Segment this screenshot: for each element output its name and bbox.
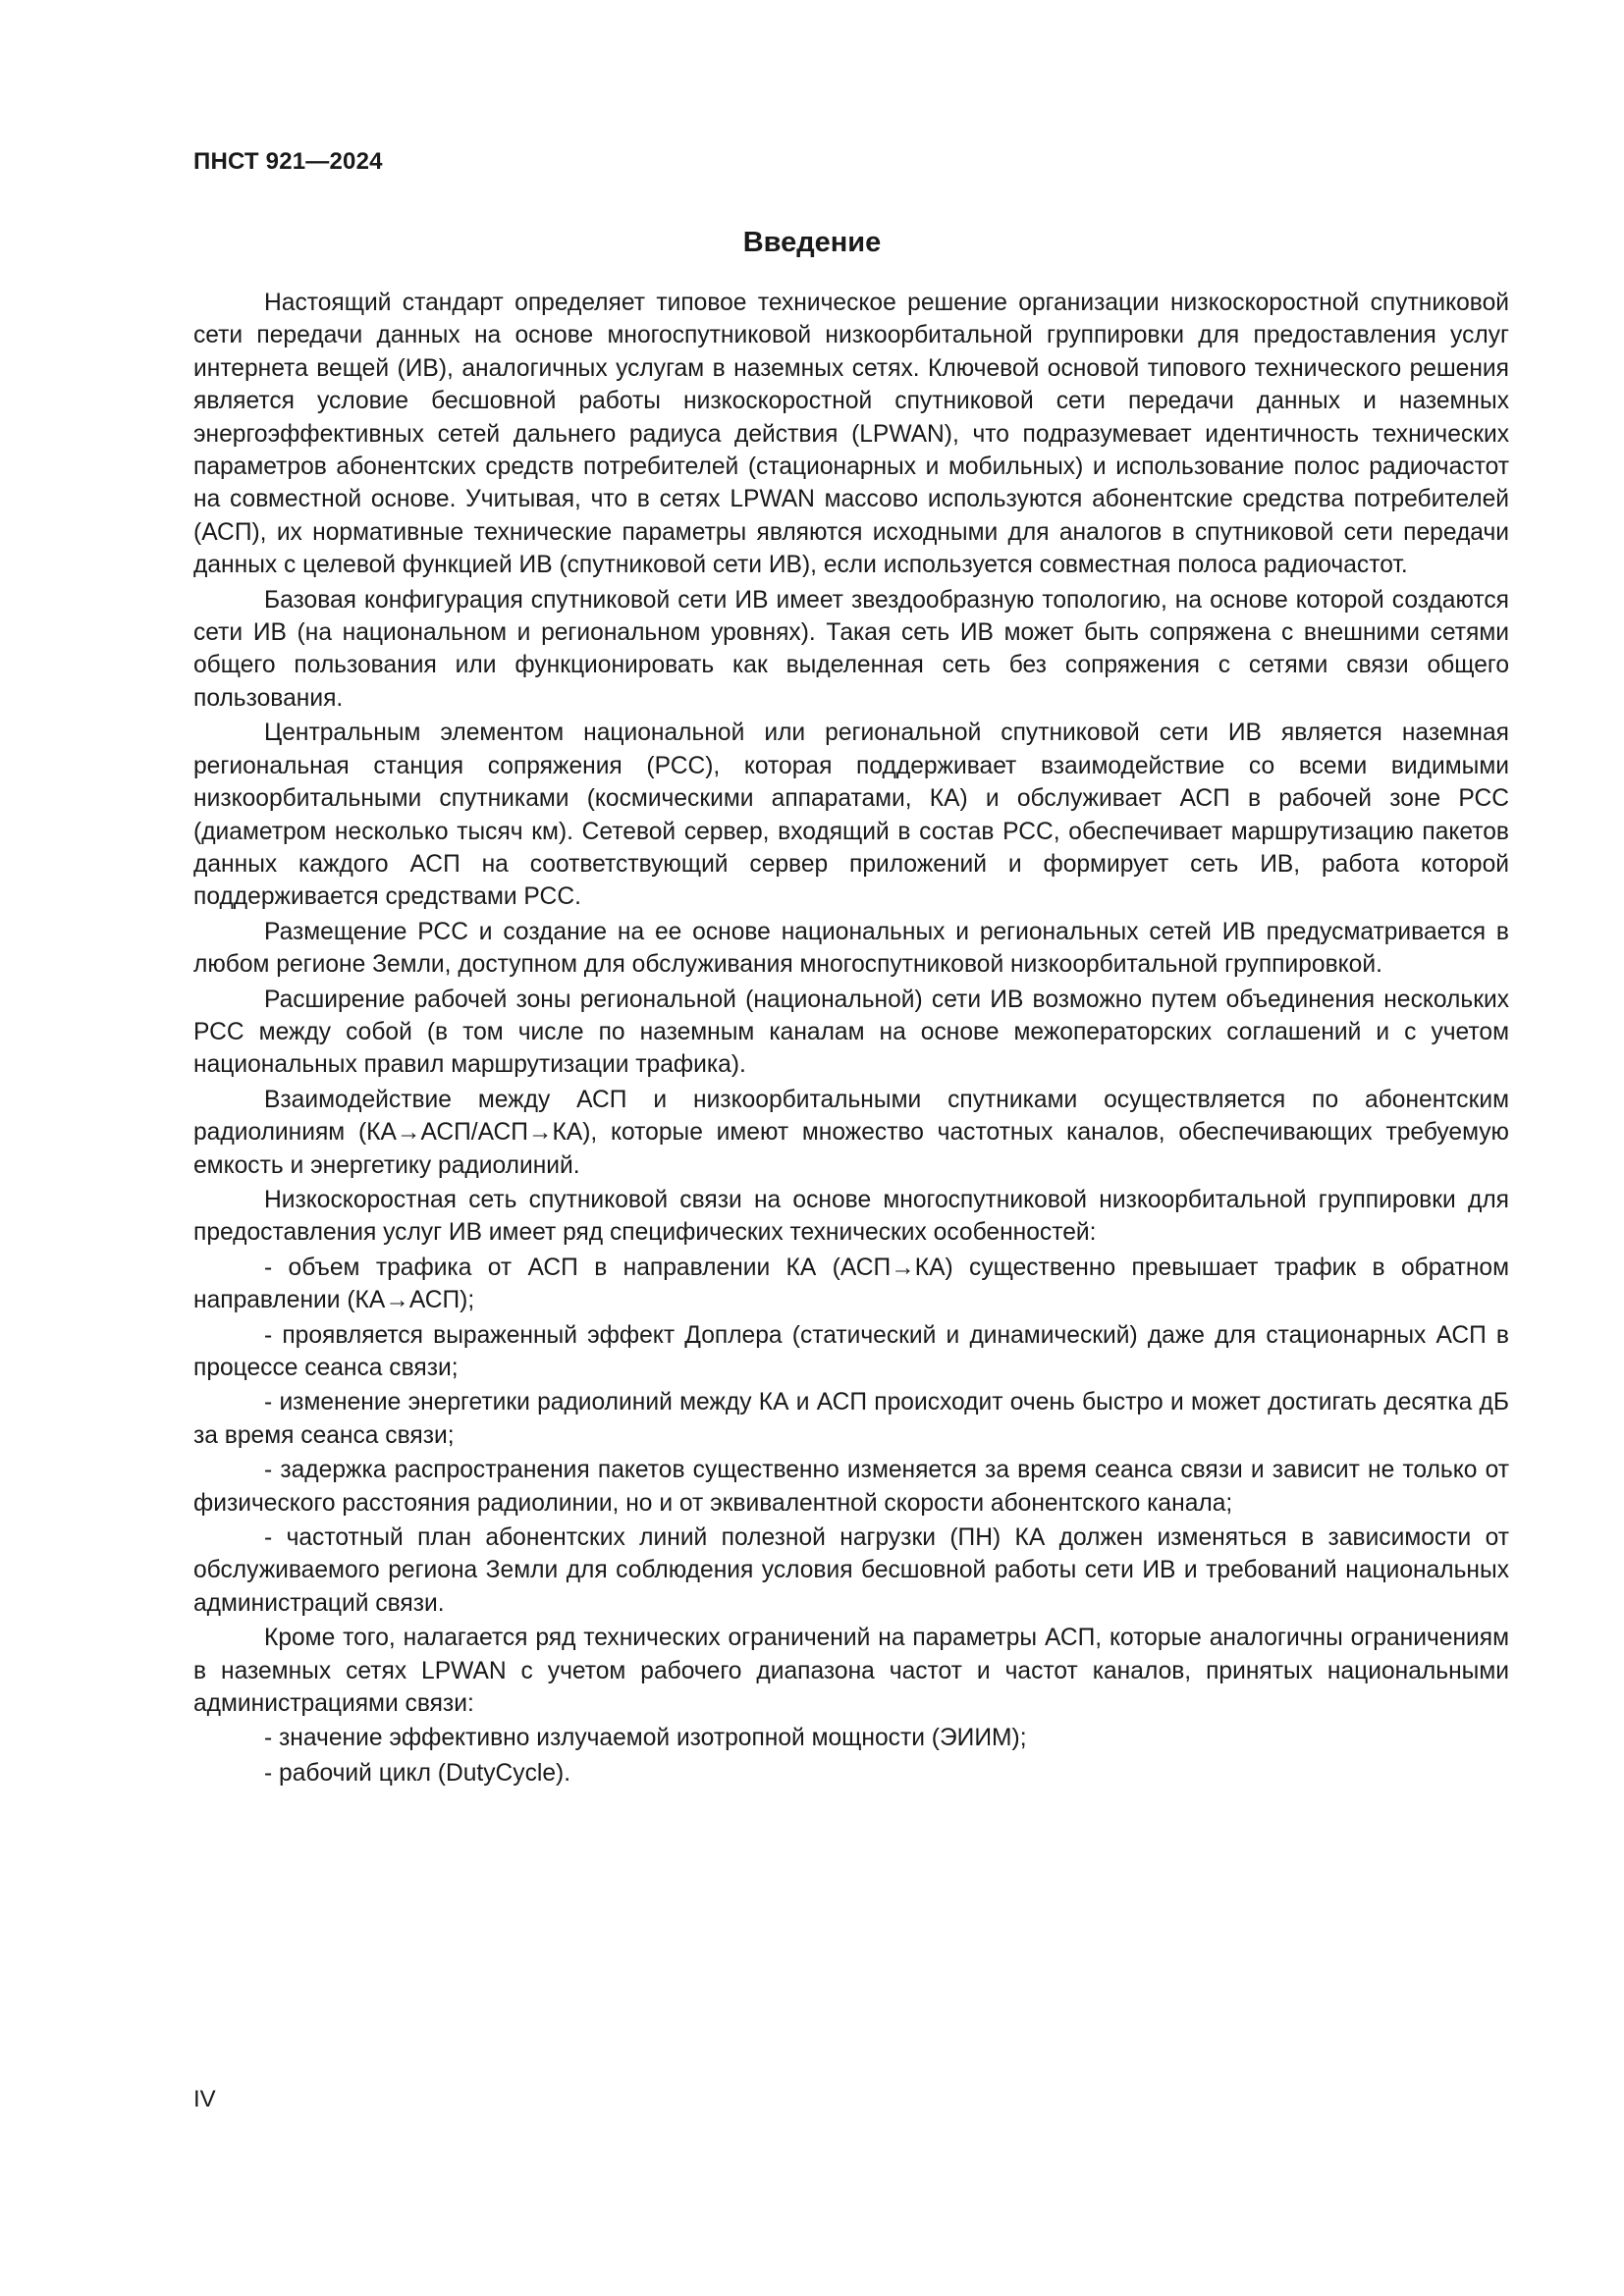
- list-item: - значение эффективно излучаемой изотропной мощности (ЭИИМ);: [264, 1725, 1027, 1752]
- list-item: - рабочий цикл (DutyCycle).: [264, 1759, 571, 1787]
- paragraph-expansion: Расширение рабочей зоны региональной (национальной) сети ИВ возможно путем объединения нескольких РСС между собой (в том числе по наземным каналам на основе межоператорских соглашений и с учетом национальных правил маршрутизации трафика).: [193, 986, 1509, 1079]
- page-number: IV: [193, 2086, 216, 2112]
- paragraph-placement: Размещение РСС и создание на ее основе национальных и региональных сетей ИВ предусматривается в любом регионе Земли, доступном для обслуживания многоспутниковой низкоорбитальной группировкой.: [193, 918, 1509, 979]
- paragraph-interaction: Взаимодействие между АСП и низкоорбитальными спутниками осуществляется по абонентским радиолиниям (КА→АСП/АСП→КА), которые имеют множество частотных каналов, обеспечивающих требуемую емкость и энергетику радиолиний.: [193, 1086, 1509, 1179]
- paragraph-central-element: Центральным элементом национальной или региональной спутниковой сети ИВ является наземная региональная станция сопряжения (РСС), которая поддерживает взаимодействие со всеми видимыми низкоорбитальными спутниками (космическими аппаратами, КА) и обслуживает АСП в рабочей зоне РСС (диаметром несколько тысяч км). Сетевой сервер, входящий в состав РСС, обеспечивает маршрутизацию пакетов данных каждого АСП на соответствующий сервер приложений и формирует сеть ИВ, работа которой поддерживается средствами РСС.: [193, 720, 1509, 911]
- document-body: [193, 287, 1509, 1791]
- paragraph-intro: Настоящий стандарт определяет типовое техническое решение организации низкоскоростной спутниковой сети передачи данных на основе многоспутниковой низкоорбитальной группировки для предоставления услуг интернета вещей (ИВ), аналогичных услугам в наземных сетях. Ключевой основой типового технического решения является условие бесшовной работы низкоскоростной спутниковой сети передачи данных и наземных энергоэффективных сетей дальнего радиуса действия (LPWAN), что подразумевает идентичность технических параметров абонентских средств потребителей (стационарных и мобильных) и использование полос радиочастот на совместной основе. Учитывая, что в сетях LPWAN массово используются абонентские средства потребителей (АСП), их нормативные технические параметры являются исходными для аналогов в спутниковой сети передачи данных с целевой функцией ИВ (спутниковой сети ИВ), если используется совместная полоса радиочастот.: [193, 290, 1509, 579]
- list-item: - проявляется выраженный эффект Доплера (статический и динамический) даже для стационарных АСП в процессе сеанса связи;: [193, 1321, 1509, 1381]
- list-item: - частотный план абонентских линий полезной нагрузки (ПН) КА должен изменяться в зависимости от обслуживаемого региона Земли для соблюдения условия бесшовной работы сети ИВ и требований национальных администраций связи.: [193, 1524, 1509, 1617]
- list-item: - изменение энергетики радиолиний между КА и АСП происходит очень быстро и может достигать десятка дБ за время сеанса связи;: [193, 1389, 1509, 1449]
- section-title: Введение: [742, 227, 882, 258]
- list-item: - объем трафика от АСП в направлении КА (АСП→КА) существенно превышает трафик в обратном направлении (КА→АСП);: [193, 1254, 1509, 1314]
- document-code: ПНСТ 921—2024: [193, 148, 383, 175]
- paragraph-constraints: Кроме того, налагается ряд технических ограничений на параметры АСП, которые аналогичны ограничениям в наземных сетях LPWAN с учетом рабочего диапазона частот и частот каналов, принятых национальными администрациями связи:: [193, 1625, 1509, 1718]
- paragraph-topology: Базовая конфигурация спутниковой сети ИВ имеет звездообразную топологию, на основе которой создаются сети ИВ (на национальном и региональном уровнях). Такая сеть ИВ может быть сопряжена с внешними сетями общего пользования или функционировать как выделенная сеть без сопряжения с сетями связи общего пользования.: [193, 586, 1509, 712]
- list-item: - задержка распространения пакетов существенно изменяется за время сеанса связи и зависит не только от физического расстояния радиолинии, но и от эквивалентной скорости абонентского канала;: [193, 1457, 1509, 1517]
- paragraph-features: Низкоскоростная сеть спутниковой связи на основе многоспутниковой низкоорбитальной группировки для предоставления услуг ИВ имеет ряд специфических технических особенностей:: [193, 1186, 1509, 1247]
